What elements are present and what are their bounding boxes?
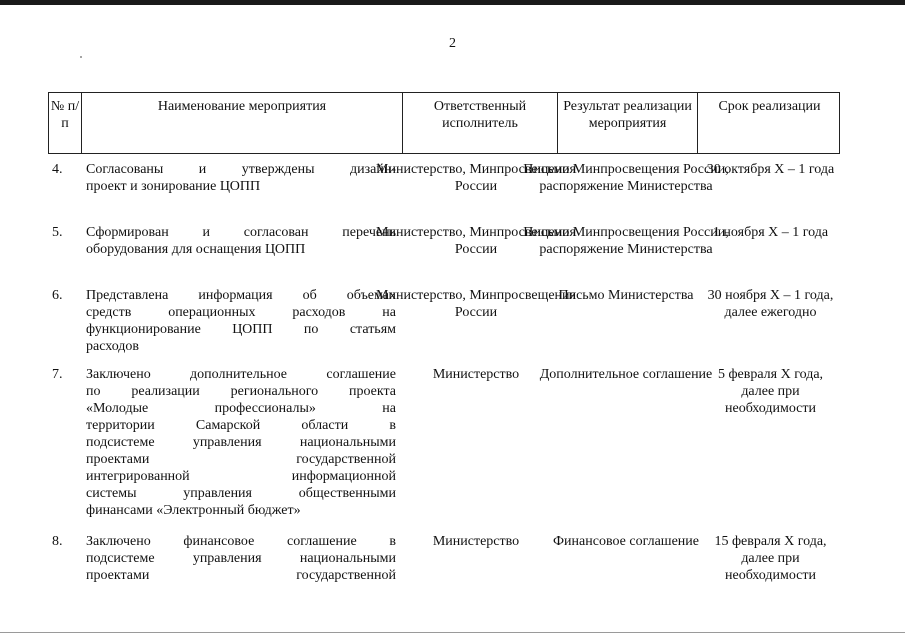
row-description (86, 533, 396, 584)
row-number: 8. (52, 534, 63, 549)
description-line: расходов (86, 339, 140, 354)
row-result: Письмо Министерства (558, 288, 694, 303)
row-deadline: 30 октября Х – 1 года (706, 162, 835, 177)
row-deadline: 1 ноября Х – 1 года (712, 225, 829, 240)
description-line: финансами «Электронный бюджет» (86, 503, 301, 518)
description-line: подсистеме управления национальными (86, 435, 396, 450)
description-line: подсистеме управления национальными (86, 551, 396, 566)
description-line: «Молодые профессионалы» на (86, 401, 396, 416)
row-number: 6. (52, 288, 63, 303)
row-responsible: Министерство, Минпросвещения России (376, 288, 576, 320)
scan-bottom-edge (0, 632, 905, 633)
row-description (86, 287, 396, 355)
row-responsible: Министерство, Минпросвещения России (376, 225, 576, 257)
row-number: 4. (52, 162, 63, 177)
description-line: территории Самарской области в (86, 418, 396, 433)
page-number: 2 (449, 36, 456, 51)
description-line: проектами государственной (86, 568, 396, 583)
row-description (86, 366, 396, 519)
row-result: Письмо Минпросвещения России, распоряжение Министерства (523, 225, 729, 257)
table-header (48, 92, 840, 154)
row-deadline: 5 февраля Х года, далее при необходимости (717, 367, 824, 416)
description-line: средств операционных расходов на (86, 305, 396, 320)
row-result: Письмо Минпросвещения России, распоряжение Министерства (523, 162, 729, 194)
row-responsible: Министерство (432, 367, 520, 382)
header-name: Наименование мероприятия (81, 93, 402, 153)
row-result: Финансовое соглашение (552, 534, 699, 549)
description-line: системы управления общественными (86, 486, 396, 501)
row-description (86, 161, 396, 195)
row-number: 7. (52, 367, 63, 382)
header-deadline: Срок реализации (697, 93, 841, 153)
description-line: Заключено финансовое соглашение в (86, 534, 396, 549)
description-line: проектами государственной (86, 452, 396, 467)
description-line: Согласованы и утверждены дизайн- (86, 162, 396, 177)
header-result: Результат реализации мероприятия (557, 93, 697, 153)
description-line: Представлена информация об объемах (86, 288, 396, 303)
row-deadline: 30 ноября Х – 1 года, далее ежегодно (707, 288, 834, 320)
header-num: № п/п (50, 99, 80, 131)
row-deadline: 15 февраля Х года, далее при необходимости (714, 534, 827, 583)
description-line: оборудования для оснащения ЦОПП (86, 242, 306, 257)
row-number: 5. (52, 225, 63, 240)
description-line: функционирование ЦОПП по статьям (86, 322, 396, 337)
header-responsible: Ответственный исполнитель (402, 93, 557, 153)
description-line: Заключено дополнительное соглашение (86, 367, 396, 382)
scan-speck (80, 56, 82, 58)
row-description (86, 224, 396, 258)
description-line: Сформирован и согласован перечень (86, 225, 396, 240)
description-line: по реализации регионального проекта (86, 384, 396, 399)
row-result: Дополнительное соглашение (539, 367, 713, 382)
row-responsible: Министерство (432, 534, 520, 549)
description-line: проект и зонирование ЦОПП (86, 179, 261, 194)
scan-top-border (0, 0, 905, 5)
description-line: интегрированной информационной (86, 469, 396, 484)
row-responsible: Министерство, Минпросвещения России (376, 162, 576, 194)
